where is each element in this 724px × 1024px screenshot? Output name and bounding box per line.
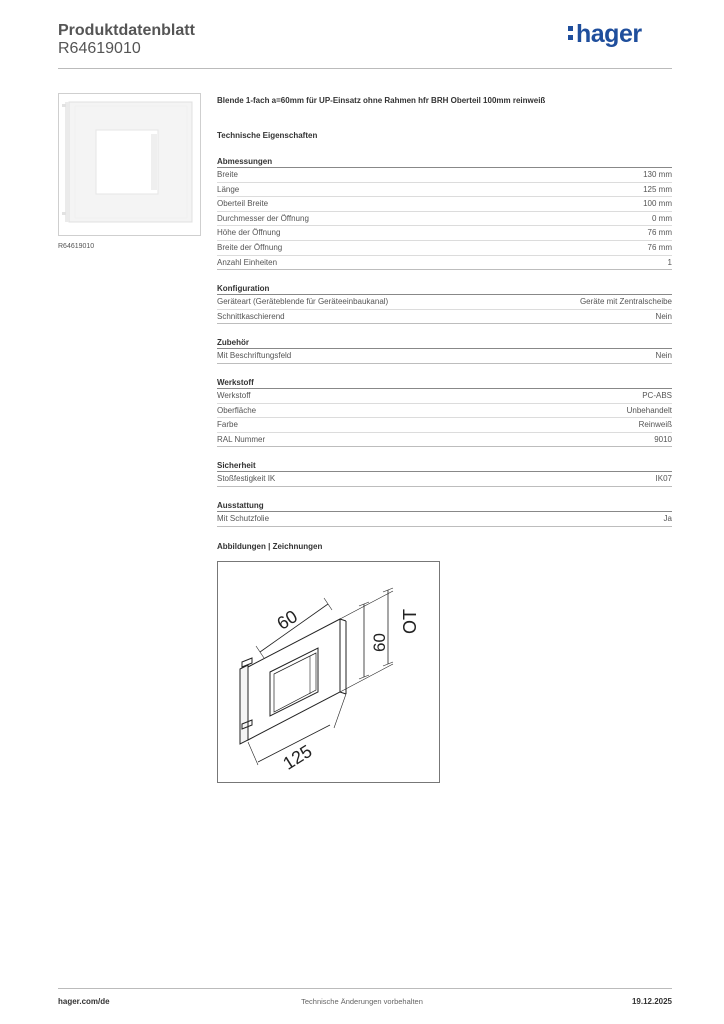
table-row [217,349,672,364]
row-value: PC-ABS [642,390,672,400]
footer-divider [58,988,672,989]
row-value: Nein [655,311,672,321]
row-label: RAL Nummer [217,434,266,444]
section-safety [217,460,672,487]
row-label: Werkstoff [217,390,251,400]
row-label: Mit Schutzfolie [217,513,270,523]
section-accessories [217,337,672,364]
logo-text: hager [576,20,642,48]
table-row [217,310,672,325]
cover-plate-illustration [59,94,200,235]
row-label: Mit Beschriftungsfeld [217,351,292,361]
product-code: R64619010 [58,40,141,57]
table-row [217,512,672,527]
row-label: Breite der Öffnung [217,242,283,252]
table-row [217,197,672,212]
dim-label-length: 125 [279,740,316,774]
row-label: Anzahl Einheiten [217,257,278,267]
product-description: Blende 1-fach a=60mm für UP-Einsatz ohne Rahmen hfr BRH Oberteil 100mm reinweiß [217,96,546,105]
row-value: 9010 [654,434,672,444]
section-title: Konfiguration [217,283,672,295]
table-row [217,212,672,227]
section-equipment [217,500,672,527]
table-row [217,472,672,487]
section-title: Zubehör [217,337,672,349]
dimension-drawing [218,562,439,782]
footer-disclaimer: Technische Änderungen vorbehalten [301,997,423,1006]
row-value: 130 mm [643,170,672,179]
table-row [217,295,672,310]
row-label: Breite [217,170,238,179]
table-row [217,241,672,256]
section-configuration [217,283,672,324]
row-value: 1 [667,257,672,267]
section-title: Abmessungen [217,156,672,168]
row-value: 125 mm [643,184,672,194]
properties-table [217,156,672,540]
row-value: Reinweiß [638,420,672,430]
section-title: Werkstoff [217,377,672,389]
row-label: Oberfläche [217,405,257,415]
page-title: Produktdatenblatt [58,22,195,39]
row-value: 76 mm [647,242,672,252]
row-value: 0 mm [652,213,672,223]
table-row [217,433,672,448]
section-material [217,377,672,447]
header-divider [58,68,672,69]
row-value: IK07 [655,474,672,484]
table-row [217,404,672,419]
image-caption: R64619010 [58,243,95,250]
row-label: Oberteil Breite [217,199,269,209]
row-value: Unbehandelt [626,405,672,415]
row-value: Ja [663,513,672,523]
section-title: Ausstattung [217,500,672,512]
row-value: Geräte mit Zentralscheibe [579,297,672,307]
table-row [217,168,672,183]
row-label: Farbe [217,420,238,430]
row-label: Geräteart (Geräteblende für Geräteeinbaukanal) [217,297,389,307]
row-value: 76 mm [647,228,672,238]
dim-label-width: 60 [273,606,301,634]
section-title: Sicherheit [217,460,672,472]
table-row [217,256,672,271]
drawings-heading: Abbildungen | Zeichnungen [217,542,323,551]
row-label: Schnittkaschierend [217,311,285,321]
footer-website-link[interactable]: hager.com/de [58,997,110,1006]
technical-properties-heading: Technische Eigenschaften [217,131,318,140]
row-value: Nein [655,351,672,361]
brand-logo[interactable] [568,20,642,49]
row-label: Stoßfestigkeit IK [217,474,276,484]
row-label: Länge [217,184,240,194]
section-dimensions [217,156,672,270]
table-row [217,418,672,433]
table-row [217,183,672,198]
dim-label-ot: OT [400,609,420,634]
product-image [58,93,201,236]
technical-drawing [217,561,440,783]
row-label: Durchmesser der Öffnung [217,213,309,223]
dim-label-height: 60 [370,633,389,652]
logo-dots-icon [568,26,573,44]
footer-date: 19.12.2025 [631,997,672,1006]
table-row [217,226,672,241]
row-label: Höhe der Öffnung [217,228,281,238]
table-row [217,389,672,404]
row-value: 100 mm [643,199,672,209]
